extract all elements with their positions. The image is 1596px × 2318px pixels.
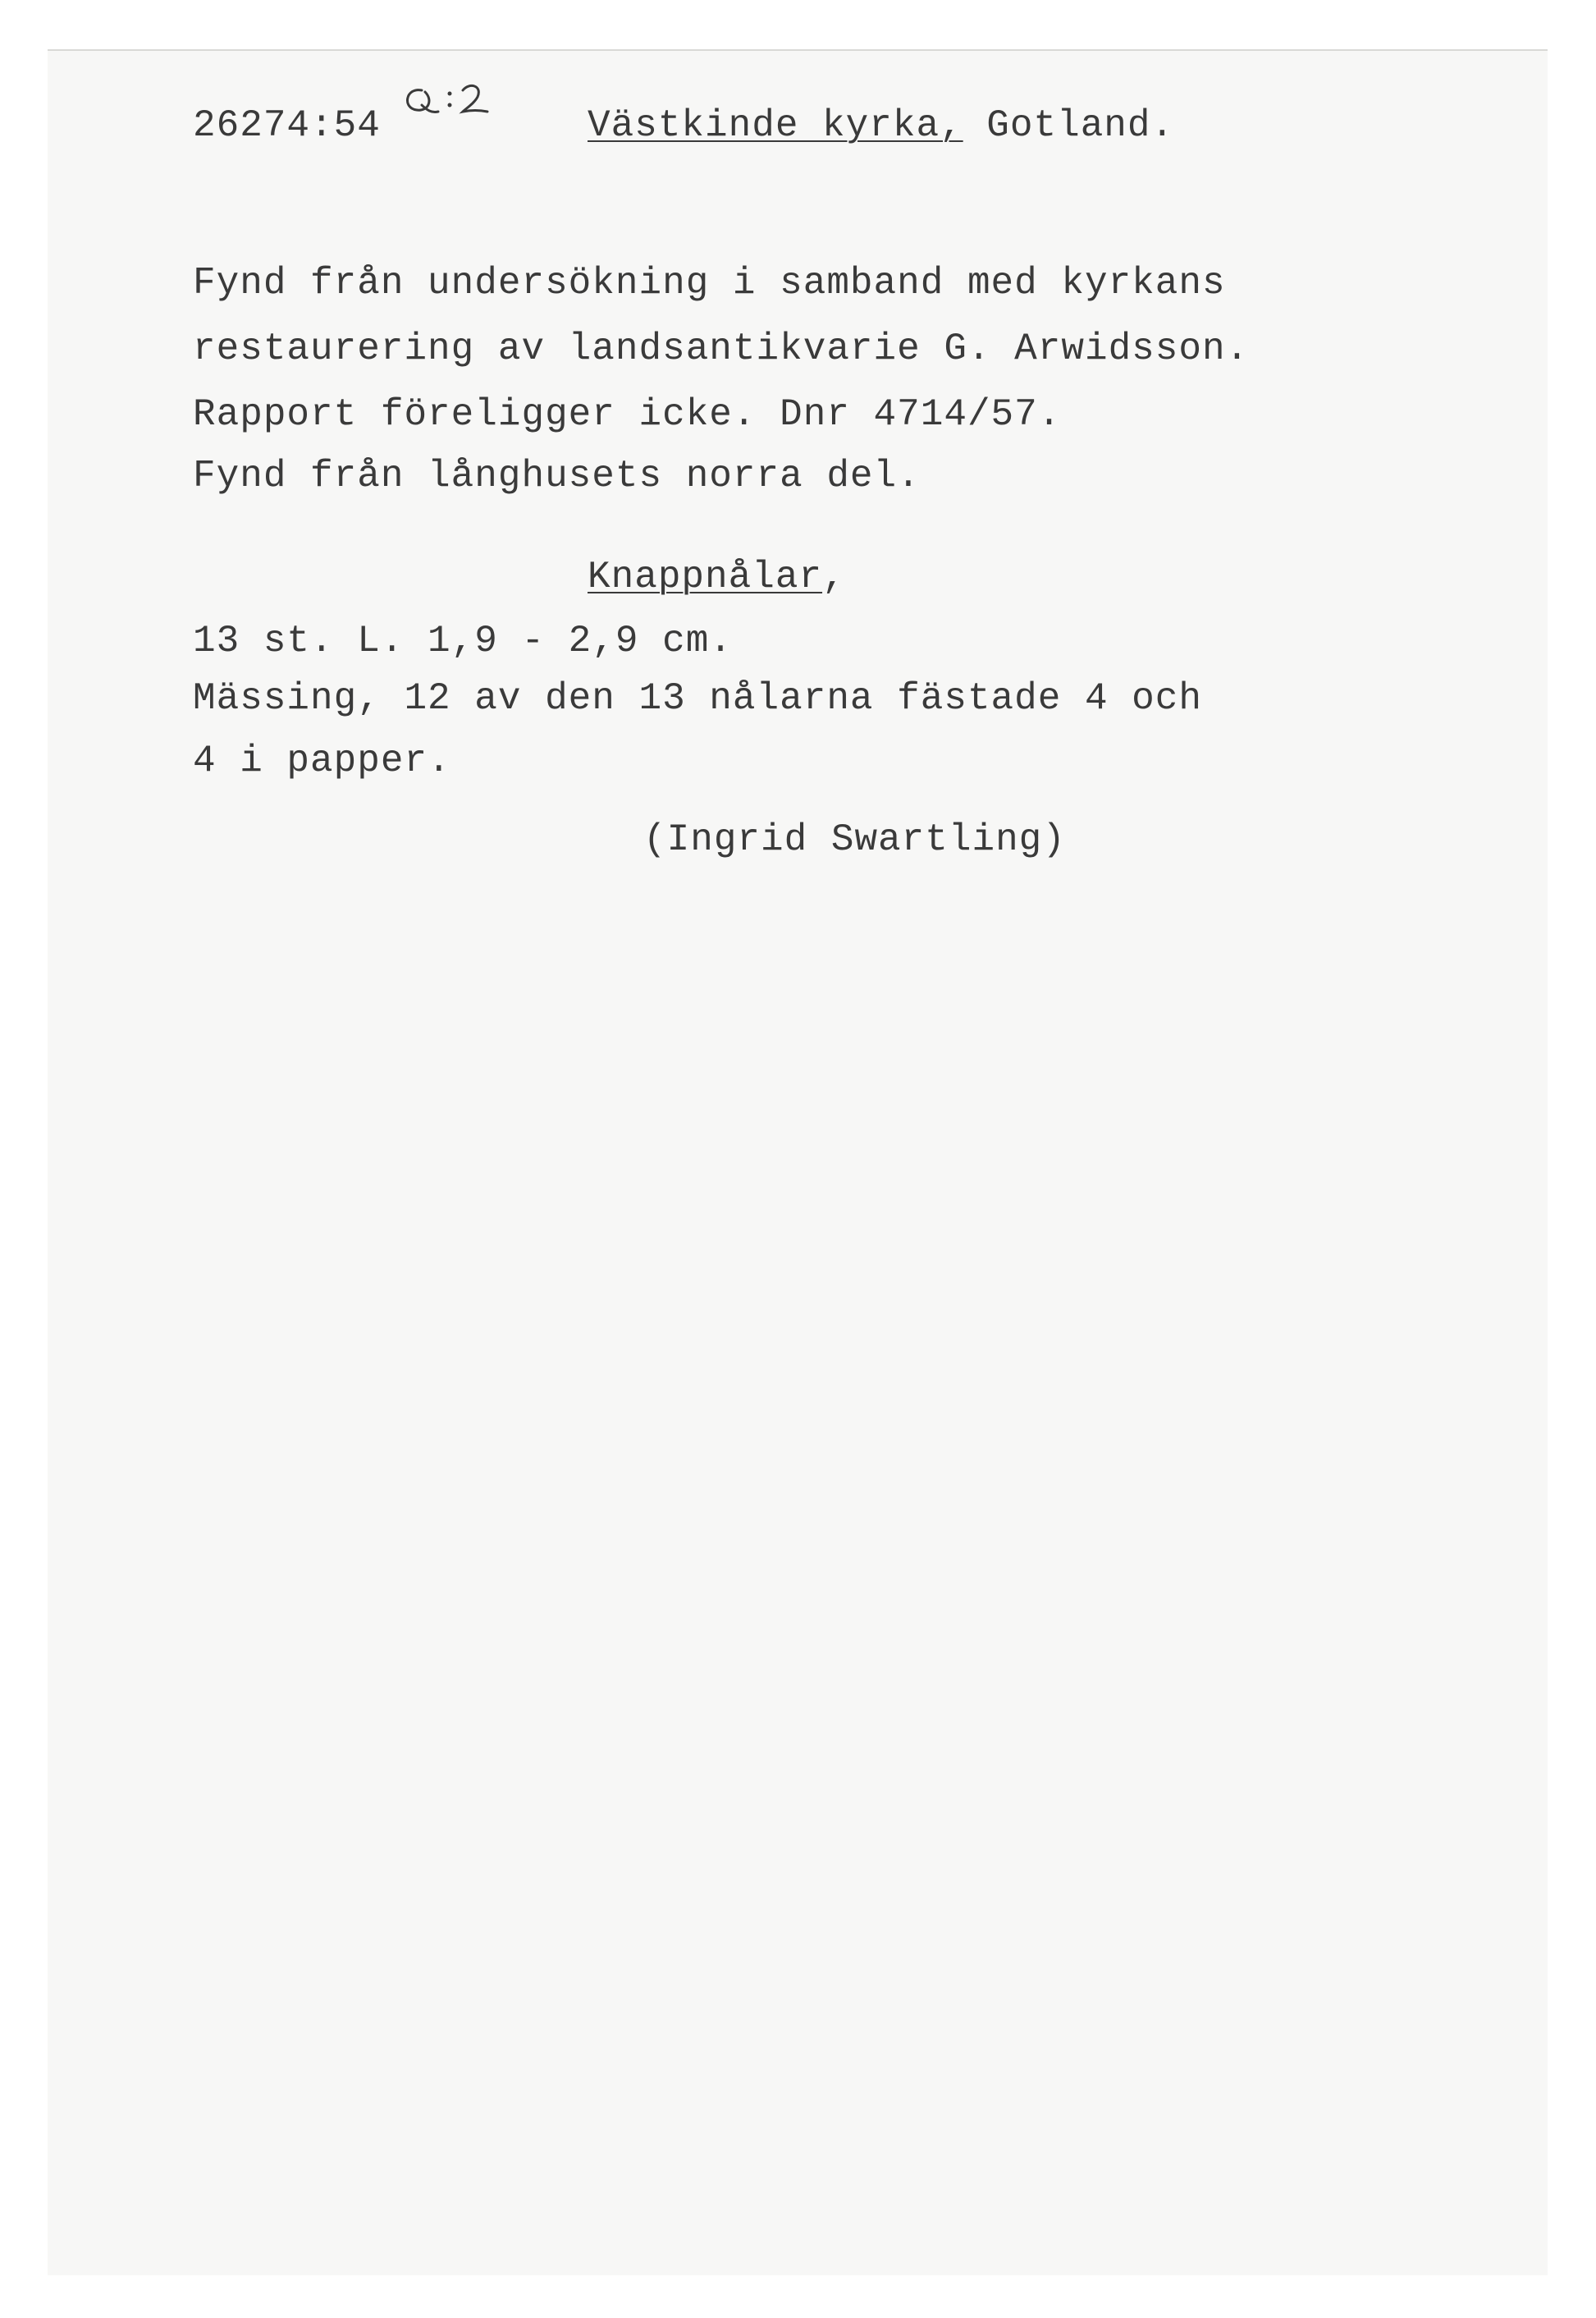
object-heading [588, 558, 846, 596]
object-name-suffix: , [822, 556, 846, 598]
object-line: 13 st. L. 1,9 - 2,9 cm. [193, 620, 733, 662]
site-name: Västkinde kyrka, [588, 104, 963, 147]
intro-line: Rapport föreligger icke. Dnr 4714/57. [193, 393, 1062, 436]
intro-line: restaurering av landsantikvarie G. Arwidsson. [193, 328, 1250, 370]
object-line: Mässing, 12 av den 13 nålarna fästade 4 och [193, 677, 1202, 720]
author: (Ingrid Swartling) [643, 818, 1066, 861]
region-name: Gotland. [963, 104, 1175, 147]
catalog-card [48, 49, 1548, 2275]
handwritten-mark-icon [397, 76, 496, 121]
intro-line: Fynd från undersökning i samband med kyrkans [193, 262, 1226, 305]
object-line: 4 i papper. [193, 740, 451, 782]
object-name: Knappnålar [588, 556, 823, 598]
catalog-number: 26274:54 [193, 104, 381, 147]
intro-line: Fynd från långhusets norra del. [193, 455, 921, 497]
title-line [588, 104, 1175, 147]
